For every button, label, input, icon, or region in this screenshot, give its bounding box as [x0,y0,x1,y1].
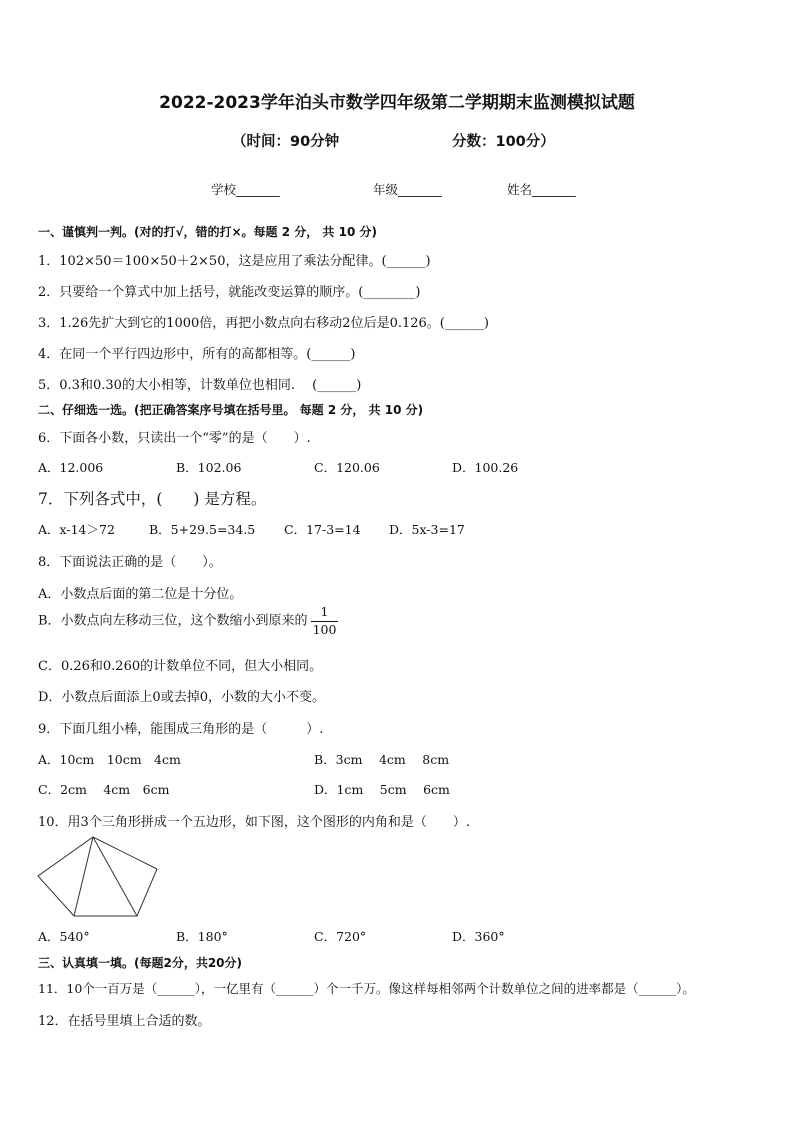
section-3-heading: 三、认真填一填。(每题2分，共20分) [38,956,243,970]
q8-option-b [38,606,338,636]
grade-field: 年级_______ [373,182,442,197]
q6-option-d: D．100.26 [452,460,519,475]
q7-option-b: B．5+29.5=34.5 [149,522,256,537]
q6-option-a: A．12.006 [38,460,104,475]
name-field: 姓名_______ [507,182,576,197]
question-4: 4．在同一个平行四边形中，所有的高都相等。(______) [38,347,356,362]
question-9: 9．下面几组小棒，能围成三角形的是（ ）. [38,722,324,737]
question-8: 8．下面说法正确的是（ ）。 [38,555,222,570]
q8-option-c: C．0.26和0.260的计数单位不同，但大小相同。 [38,659,323,674]
school-field: 学校_______ [211,182,280,197]
fraction [311,606,339,636]
question-6: 6．下面各小数，只读出一个“零”的是（ ）. [38,431,311,446]
question-11: 11．10个一百万是（______），一亿里有（______）个一千万。像这样每相邻两个计数单位之间的进率都是（______）。 [38,981,695,996]
q9-option-c: C．2cm 4cm 6cm [38,782,170,797]
q10-option-d: D．360° [452,929,505,944]
exam-title: 2022-2023学年泊头市数学四年级第二学期期末监测模拟试题 [159,93,635,113]
section-2-heading: 二、仔细选一选。(把正确答案序号填在括号里。 每题 2 分， 共 10 分) [38,403,424,417]
question-10: 10．用3个三角形拼成一个五边形，如下图，这个图形的内角和是（ ）. [38,815,470,830]
q7-option-c: C．17-3=14 [284,522,361,537]
q9-option-b: B．3cm 4cm 8cm [314,752,450,767]
q6-option-b: B．102.06 [176,460,242,475]
q10-option-a: A．540° [38,929,90,944]
pentagon-figure [36,834,160,920]
q6-option-c: C．120.06 [314,460,380,475]
q8-option-b-text: B．小数点向左移动三位，这个数缩小到原来的 [38,613,308,629]
exam-score: 分数：100分） [452,134,555,150]
question-1: 1．102×50＝100×50＋2×50，这是应用了乘法分配律。(______) [38,254,431,269]
q10-option-c: C．720° [314,929,367,944]
question-5: 5．0.3和0.30的大小相等，计数单位也相同. (______) [38,378,362,393]
question-3: 3．1.26先扩大到它的1000倍，再把小数点向右移动2位后是0.126。(______) [38,316,489,331]
question-7: 7．下列各式中，( ) 是方程。 [38,490,267,508]
section-1-heading: 一、谨慎判一判。(对的打√，错的打×。每题 2 分， 共 10 分) [38,225,377,239]
question-12: 12．在括号里填上合适的数。 [38,1014,211,1029]
question-2: 2．只要给一个算式中加上括号，就能改变运算的顺序。(________) [38,285,421,300]
exam-time: （时间：90分钟 [232,134,340,150]
fraction-denominator: 100 [312,621,337,637]
q7-option-a: A．x-14＞72 [38,522,115,537]
q9-option-d: D．1cm 5cm 6cm [314,782,450,797]
q10-option-b: B．180° [176,929,228,944]
q7-option-d: D．5x-3=17 [389,522,465,537]
q8-option-a: A．小数点后面的第二位是十分位。 [38,587,243,602]
q8-option-d: D．小数点后面添上0或去掉0，小数的大小不变。 [38,690,325,705]
fraction-numerator: 1 [311,606,339,622]
q9-option-a: A．10cm 10cm 4cm [38,752,181,767]
